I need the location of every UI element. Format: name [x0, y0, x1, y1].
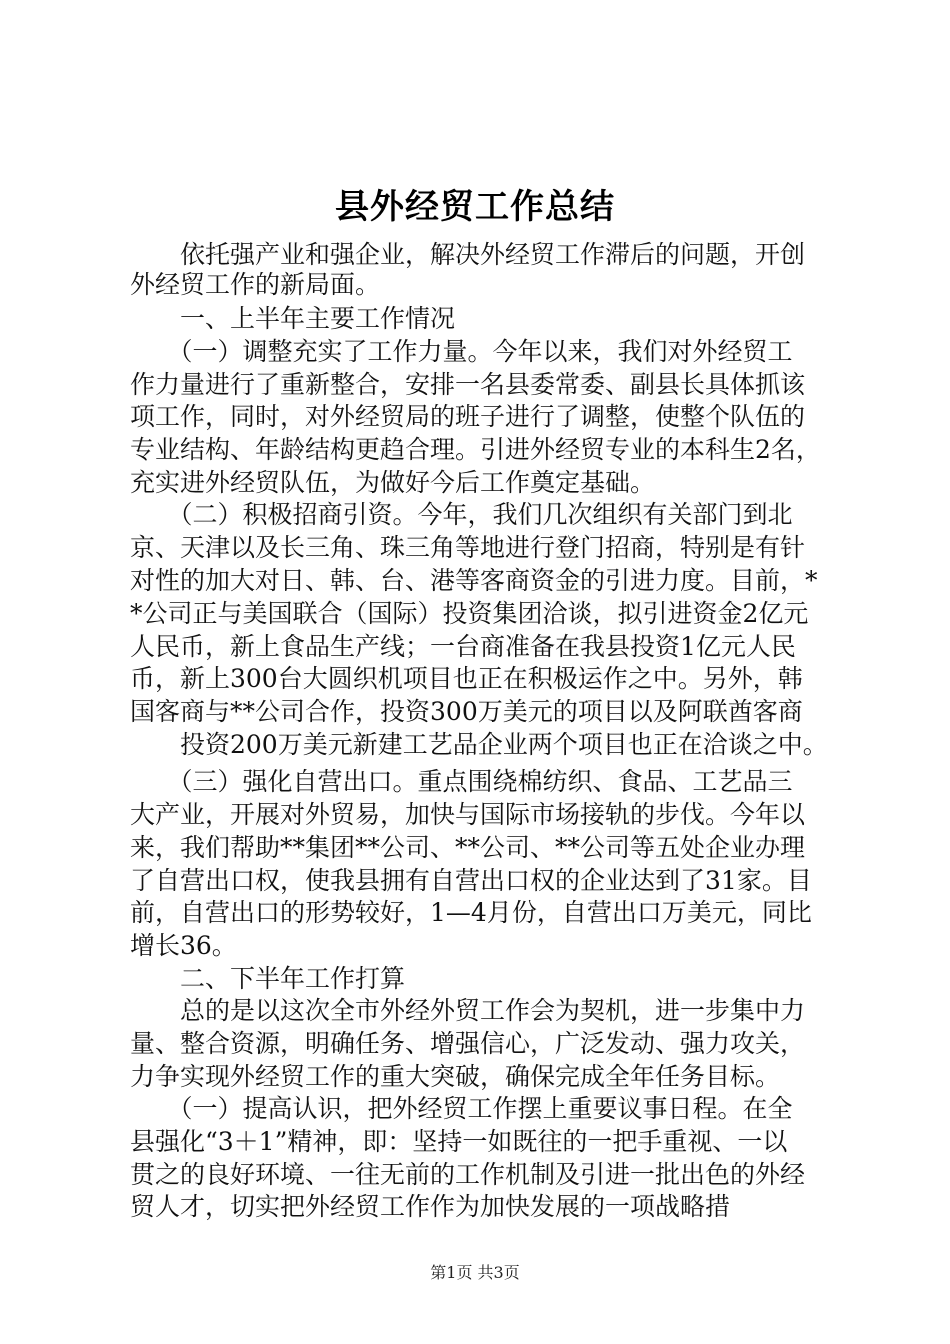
body-line: 总的是以这次全市外经外贸工作会为契机，进一步集中力: [130, 996, 806, 1025]
body-line: 项工作，同时，对外经贸局的班子进行了调整，使整个队伍的: [130, 402, 806, 431]
body-line: 一、上半年主要工作情况: [130, 304, 456, 333]
body-line: 外经贸工作的新局面。: [130, 270, 381, 299]
body-line: 贸人才，切实把外经贸工作作为加快发展的一项战略措: [130, 1192, 731, 1221]
body-line: （一）提高认识，把外经贸工作摆上重要议事日程。在全: [130, 1094, 793, 1123]
body-line: 人民币，新上食品生产线；一台商准备在我县投资1亿元人民: [130, 632, 796, 661]
body-line: 充实进外经贸队伍，为做好今后工作奠定基础。: [130, 468, 656, 497]
body-line: 前，自营出口的形势较好，1—4月份，自营出口万美元，同比: [130, 898, 812, 927]
body-line: 币，新上300台大圆织机项目也正在积极运作之中。另外，韩: [130, 664, 803, 693]
body-line: 投资200万美元新建工艺品企业两个项目也正在洽谈之中。: [130, 730, 828, 759]
body-line: （三）强化自营出口。重点围绕棉纺织、食品、工艺品三: [130, 767, 793, 796]
body-line: 量、整合资源，明确任务、增强信心，广泛发动、强力攻关，: [130, 1029, 806, 1058]
body-line: 对性的加大对日、韩、台、港等客商资金的引进力度。目前，*: [130, 566, 818, 595]
body-line: 了自营出口权，使我县拥有自营出口权的企业达到了31家。目: [130, 866, 812, 895]
body-line: 二、下半年工作打算: [130, 964, 406, 993]
body-line: 增长36。: [130, 931, 237, 960]
body-line: （一）调整充实了工作力量。今年以来，我们对外经贸工: [130, 337, 793, 366]
body-line: 作力量进行了重新整合，安排一名县委常委、副县长具体抓该: [130, 370, 806, 399]
body-line: 贯之的良好环境、一往无前的工作机制及引进一批出色的外经: [130, 1160, 806, 1189]
body-line: 县强化“3＋1”精神，即：坚持一如既往的一把手重视、一以: [130, 1127, 788, 1156]
body-line: （二）积极招商引资。今年，我们几次组织有关部门到北: [130, 500, 793, 529]
body-line: 专业结构、年龄结构更趋合理。引进外经贸专业的本科生2名，: [130, 435, 821, 464]
body-line: *公司正与美国联合（国际）投资集团洽谈，拟引进资金2亿元: [130, 599, 809, 628]
page-footer: 第1页 共3页: [430, 1263, 520, 1282]
body-line: 力争实现外经贸工作的重大突破，确保完成全年任务目标。: [130, 1062, 781, 1091]
body-line: 大产业，开展对外贸易，加快与国际市场接轨的步伐。今年以: [130, 800, 806, 829]
body-line: 国客商与**公司合作，投资300万美元的项目以及阿联酋客商: [130, 697, 803, 726]
body-line: 依托强产业和强企业，解决外经贸工作滞后的问题，开创: [130, 240, 806, 269]
body-line: 京、天津以及长三角、珠三角等地进行登门招商，特别是有针: [130, 533, 806, 562]
body-line: 来，我们帮助**集团**公司、**公司、**公司等五处企业办理: [130, 833, 806, 862]
document-title: 县外经贸工作总结: [335, 187, 615, 227]
